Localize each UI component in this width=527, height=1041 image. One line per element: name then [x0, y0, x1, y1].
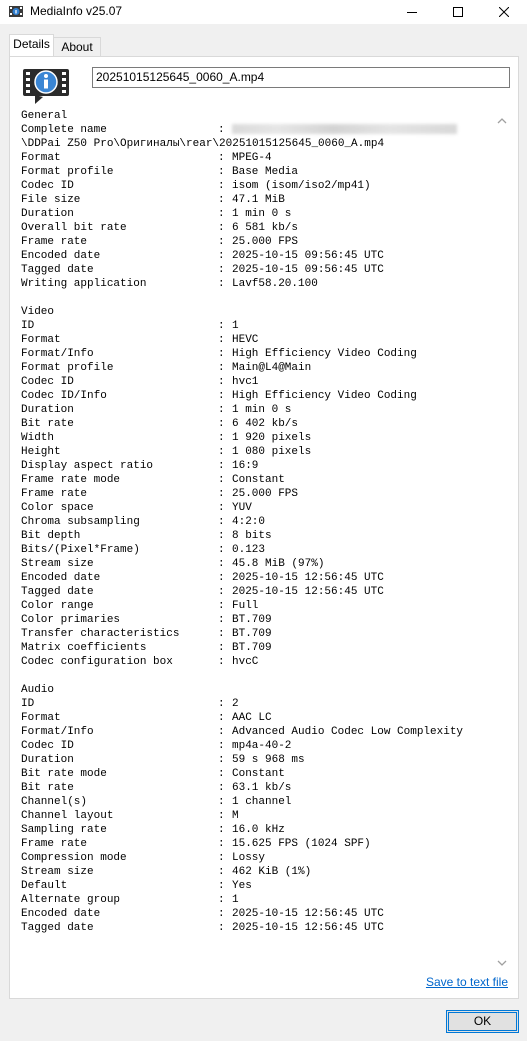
blank-line	[21, 669, 493, 683]
info-value: Base Media	[232, 166, 299, 178]
info-separator: :	[218, 250, 225, 262]
window-title: MediaInfo v25.07	[30, 4, 123, 18]
info-row	[21, 585, 493, 599]
info-value: BT.709	[232, 628, 272, 640]
info-value: hvc1	[232, 376, 259, 388]
info-row	[21, 739, 493, 753]
media-info-text[interactable]	[21, 109, 493, 967]
info-separator: :	[218, 740, 225, 752]
info-label: Codec configuration box	[21, 656, 173, 668]
info-continuation-line: \DDPai Z50 Pro\Оригиналы\rear\20251015125645_0060_A.mp4	[21, 138, 385, 150]
info-value: 2025-10-15 09:56:45 UTC	[232, 264, 384, 276]
info-separator: :	[218, 502, 225, 514]
info-label: Overall bit rate	[21, 222, 127, 234]
info-row	[21, 347, 493, 361]
info-label: Color space	[21, 502, 94, 514]
info-row	[21, 445, 493, 459]
details-panel	[9, 56, 519, 999]
section-header: General	[21, 110, 68, 122]
info-label: Codec ID	[21, 740, 74, 752]
info-label: Format	[21, 152, 61, 164]
info-separator: :	[218, 600, 225, 612]
info-label: Frame rate	[21, 236, 88, 248]
info-value: Main@L4@Main	[232, 362, 312, 374]
info-label: Codec ID	[21, 376, 74, 388]
info-value: 1 channel	[232, 796, 292, 808]
title-bar[interactable]	[0, 0, 527, 24]
info-value: 1 min 0 s	[232, 208, 292, 220]
info-value: 1	[232, 320, 239, 332]
info-separator: :	[218, 376, 225, 388]
info-separator: :	[218, 124, 225, 136]
info-row	[21, 319, 493, 333]
info-value: 462 KiB (1%)	[232, 866, 312, 878]
file-name-field[interactable]: 20251015125645_0060_A.mp4	[92, 67, 510, 88]
info-separator: :	[218, 474, 225, 486]
info-separator: :	[218, 460, 225, 472]
info-value: Constant	[232, 768, 285, 780]
info-row	[21, 263, 493, 277]
info-separator: :	[218, 838, 225, 850]
info-separator: :	[218, 222, 225, 234]
info-separator: :	[218, 824, 225, 836]
info-separator: :	[218, 810, 225, 822]
vertical-scrollbar[interactable]	[494, 109, 511, 967]
info-separator: :	[218, 264, 225, 276]
info-value: Advanced Audio Codec Low Complexity	[232, 726, 464, 738]
ok-button[interactable]: OK	[446, 1010, 519, 1033]
info-separator: :	[218, 908, 225, 920]
tab-about[interactable]: About	[54, 37, 101, 57]
info-label: Tagged date	[21, 586, 94, 598]
section-header: Audio	[21, 684, 55, 696]
info-value: 6 402 kb/s	[232, 418, 299, 430]
info-separator: :	[218, 194, 225, 206]
info-label: Channel(s)	[21, 796, 88, 808]
info-row	[21, 277, 493, 291]
info-label: Transfer characteristics	[21, 628, 180, 640]
info-value: 63.1 kb/s	[232, 782, 292, 794]
close-button[interactable]	[481, 0, 527, 24]
info-label: Duration	[21, 208, 74, 220]
info-value: 2025-10-15 12:56:45 UTC	[232, 908, 384, 920]
info-row	[21, 613, 493, 627]
info-label: Bits/(Pixel*Frame)	[21, 544, 140, 556]
info-row	[21, 781, 493, 795]
info-row	[21, 529, 493, 543]
info-separator: :	[218, 880, 225, 892]
info-separator: :	[218, 166, 225, 178]
scroll-up-icon[interactable]	[497, 112, 507, 120]
info-value: Yes	[232, 880, 252, 892]
info-value: MPEG-4	[232, 152, 272, 164]
info-row	[21, 627, 493, 641]
info-label: Bit rate	[21, 782, 74, 794]
info-label: Color range	[21, 600, 94, 612]
info-label: Codec ID/Info	[21, 390, 107, 402]
info-separator: :	[218, 894, 225, 906]
info-label: Duration	[21, 754, 74, 766]
info-value: HEVC	[232, 334, 259, 346]
info-label: Tagged date	[21, 922, 94, 934]
info-separator: :	[218, 390, 225, 402]
info-row	[21, 557, 493, 571]
info-value: 59 s 968 ms	[232, 754, 305, 766]
info-label: Display aspect ratio	[21, 460, 154, 472]
info-separator: :	[218, 656, 225, 668]
info-row	[21, 235, 493, 249]
info-separator: :	[218, 628, 225, 640]
info-value: Lavf58.20.100	[232, 278, 318, 290]
info-separator: :	[218, 782, 225, 794]
info-value: High Efficiency Video Coding	[232, 390, 417, 402]
info-value: mp4a-40-2	[232, 740, 292, 752]
info-label: ID	[21, 320, 35, 332]
maximize-button[interactable]	[435, 0, 481, 24]
info-separator: :	[218, 180, 225, 192]
info-value: 15.625 FPS (1024 SPF)	[232, 838, 371, 850]
info-row	[21, 333, 493, 347]
info-value: 16.0 kHz	[232, 824, 285, 836]
info-separator: :	[218, 278, 225, 290]
info-value: Lossy	[232, 852, 266, 864]
info-label: ID	[21, 698, 35, 710]
info-value: 25.000 FPS	[232, 488, 299, 500]
info-label: Format profile	[21, 166, 114, 178]
info-row	[21, 501, 493, 515]
info-separator: :	[218, 586, 225, 598]
info-label: Color primaries	[21, 614, 121, 626]
minimize-icon	[407, 7, 417, 17]
info-separator: :	[218, 320, 225, 332]
save-to-text-file-link[interactable]: Save to text file	[425, 975, 508, 989]
info-row	[21, 865, 493, 879]
info-row	[21, 725, 493, 739]
info-label: Frame rate mode	[21, 474, 121, 486]
info-separator: :	[218, 446, 225, 458]
info-separator: :	[218, 432, 225, 444]
minimize-button[interactable]	[389, 0, 435, 24]
info-value: BT.709	[232, 642, 272, 654]
info-row	[21, 473, 493, 487]
info-row	[21, 809, 493, 823]
info-row	[21, 753, 493, 767]
info-row	[21, 375, 493, 389]
info-label: Chroma subsampling	[21, 516, 140, 528]
redacted-path	[232, 124, 457, 134]
info-value: YUV	[232, 502, 252, 514]
info-value: Constant	[232, 474, 285, 486]
info-value: 16:9	[232, 460, 259, 472]
info-separator: :	[218, 754, 225, 766]
info-label: Height	[21, 446, 61, 458]
info-row	[21, 795, 493, 809]
info-value: 1 080 pixels	[232, 446, 312, 458]
scroll-down-icon[interactable]	[497, 954, 507, 962]
info-row	[21, 515, 493, 529]
info-label: Format	[21, 712, 61, 724]
info-separator: :	[218, 208, 225, 220]
info-label: Format profile	[21, 362, 114, 374]
info-separator: :	[218, 362, 225, 374]
info-row	[21, 543, 493, 557]
info-label: Format	[21, 334, 61, 346]
info-separator: :	[218, 516, 225, 528]
info-separator: :	[218, 418, 225, 430]
info-value: 6 581 kb/s	[232, 222, 299, 234]
info-row	[21, 361, 493, 375]
info-label: Encoded date	[21, 250, 101, 262]
info-separator: :	[218, 866, 225, 878]
info-row	[21, 851, 493, 865]
info-value: 2025-10-15 12:56:45 UTC	[232, 572, 384, 584]
info-row	[21, 655, 493, 669]
info-value: 8 bits	[232, 530, 272, 542]
info-row	[21, 151, 493, 165]
info-label: Duration	[21, 404, 74, 416]
info-row	[21, 641, 493, 655]
info-separator: :	[218, 348, 225, 360]
info-value: 0.123	[232, 544, 266, 556]
info-label: Tagged date	[21, 264, 94, 276]
info-row	[21, 879, 493, 893]
info-label: File size	[21, 194, 81, 206]
info-separator: :	[218, 558, 225, 570]
info-row	[21, 571, 493, 585]
info-separator: :	[218, 642, 225, 654]
info-label: Encoded date	[21, 572, 101, 584]
info-label: Channel layout	[21, 810, 114, 822]
info-separator: :	[218, 572, 225, 584]
info-label: Frame rate	[21, 488, 88, 500]
info-row	[21, 403, 493, 417]
info-separator: :	[218, 726, 225, 738]
info-row	[21, 221, 493, 235]
info-label: Frame rate	[21, 838, 88, 850]
info-value: 2	[232, 698, 239, 710]
info-row	[21, 907, 493, 921]
info-value: 1	[232, 894, 239, 906]
info-value: isom (isom/iso2/mp41)	[232, 180, 371, 192]
info-separator: :	[218, 152, 225, 164]
info-row	[21, 921, 493, 935]
info-value: BT.709	[232, 614, 272, 626]
info-separator: :	[218, 404, 225, 416]
info-value: 1 min 0 s	[232, 404, 292, 416]
media-info-film-icon	[21, 65, 71, 105]
tab-details[interactable]: Details	[9, 34, 54, 56]
info-row	[21, 389, 493, 403]
info-row	[21, 711, 493, 725]
info-row	[21, 123, 493, 137]
info-row	[21, 599, 493, 613]
info-value: 45.8 MiB (97%)	[232, 558, 325, 570]
info-separator: :	[218, 544, 225, 556]
info-value: High Efficiency Video Coding	[232, 348, 417, 360]
info-value: 4:2:0	[232, 516, 266, 528]
info-row	[21, 767, 493, 781]
info-separator: :	[218, 796, 225, 808]
info-separator: :	[218, 852, 225, 864]
info-label: Encoded date	[21, 908, 101, 920]
info-row	[21, 207, 493, 221]
info-row	[21, 837, 493, 851]
info-separator: :	[218, 698, 225, 710]
info-row	[21, 165, 493, 179]
info-label: Stream size	[21, 866, 94, 878]
maximize-icon	[453, 7, 463, 17]
info-value: 1 920 pixels	[232, 432, 312, 444]
info-label: Bit rate mode	[21, 768, 107, 780]
mediainfo-app-icon	[8, 4, 24, 20]
info-separator: :	[218, 768, 225, 780]
info-row	[21, 487, 493, 501]
info-label: Writing application	[21, 278, 147, 290]
info-row	[21, 459, 493, 473]
info-value: hvcC	[232, 656, 259, 668]
info-row	[21, 431, 493, 445]
info-label: Compression mode	[21, 852, 127, 864]
info-label: Stream size	[21, 558, 94, 570]
blank-line	[21, 291, 493, 305]
info-label: Matrix coefficients	[21, 642, 147, 654]
close-icon	[499, 7, 509, 17]
info-value: M	[232, 810, 239, 822]
info-label: Bit depth	[21, 530, 81, 542]
info-row	[21, 417, 493, 431]
info-label: Format/Info	[21, 348, 94, 360]
info-label: Complete name	[21, 124, 107, 136]
info-separator: :	[218, 922, 225, 934]
info-row	[21, 823, 493, 837]
info-separator: :	[218, 530, 225, 542]
info-separator: :	[218, 236, 225, 248]
info-value: 47.1 MiB	[232, 194, 285, 206]
info-row	[21, 179, 493, 193]
info-row	[21, 697, 493, 711]
info-label: Sampling rate	[21, 824, 107, 836]
info-separator: :	[218, 488, 225, 500]
section-header: Video	[21, 306, 55, 318]
info-row	[21, 893, 493, 907]
info-label: Width	[21, 432, 55, 444]
info-value: 2025-10-15 12:56:45 UTC	[232, 922, 384, 934]
info-row	[21, 249, 493, 263]
info-value: AAC LC	[232, 712, 272, 724]
info-value: 25.000 FPS	[232, 236, 299, 248]
info-label: Format/Info	[21, 726, 94, 738]
info-label: Alternate group	[21, 894, 121, 906]
info-value: 2025-10-15 09:56:45 UTC	[232, 250, 384, 262]
info-separator: :	[218, 334, 225, 346]
info-row	[21, 193, 493, 207]
info-separator: :	[218, 614, 225, 626]
info-value: Full	[232, 600, 259, 612]
info-label: Codec ID	[21, 180, 74, 192]
info-label: Default	[21, 880, 68, 892]
info-value: 2025-10-15 12:56:45 UTC	[232, 586, 384, 598]
info-separator: :	[218, 712, 225, 724]
info-label: Bit rate	[21, 418, 74, 430]
